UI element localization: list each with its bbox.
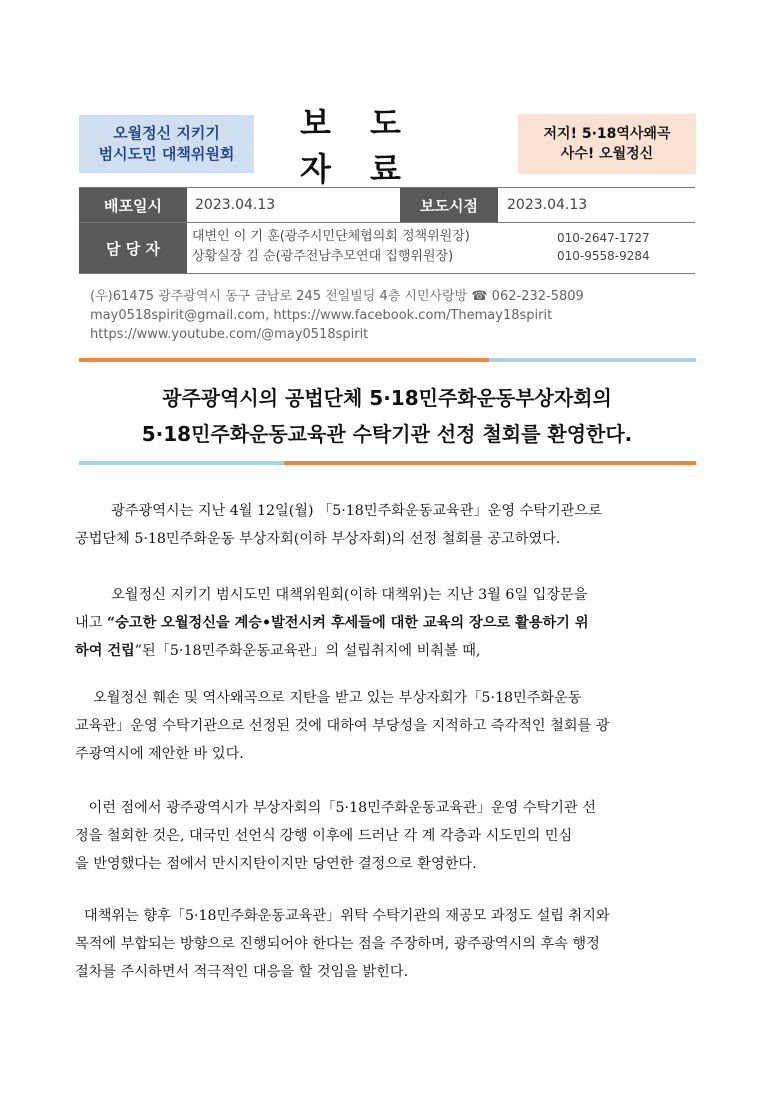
p2-line2a: 내고: [75, 615, 107, 631]
paragraph-5: [75, 902, 610, 986]
organization-box: [79, 115, 254, 173]
contact-phone-2: 010-9558-9284: [557, 249, 650, 263]
org-name-line1: 오월정신 지키기: [113, 124, 220, 142]
paragraph-3: [75, 684, 609, 768]
bottom-bar-blue: [79, 461, 284, 465]
p2-quote-part1: “숭고한 오월정신을 계승•발전시켜 후세들에 대한 교육의 장으로 활용하기 위: [106, 615, 589, 631]
address-block: [90, 287, 710, 344]
top-bar-blue: [489, 358, 696, 362]
p4-line1: 이런 점에서 광주광역시가 부상자회의「5·18민주화운동교육관」운영 수탁기관 선: [75, 800, 596, 816]
report-time-value: 2023.04.13: [507, 197, 588, 213]
youtube-line: https://www.youtube.com/@may0518spirit: [90, 327, 369, 342]
contact-names: [192, 227, 470, 267]
contact-phone-1: 010-2647-1727: [557, 231, 650, 245]
paragraph-2: [75, 581, 589, 665]
contact-spokesperson: 대변인 이 기 훈(광주시민단체협의회 정책위원장): [192, 229, 470, 244]
p1-line1: 광주광역시는 지난 4월 12일(월) 「5·18민주화운동교육관」운영 수탁기관으로: [75, 503, 602, 519]
email-facebook-line: may0518spirit@gmail.com, https://www.facebook.com/Themay18spirit: [90, 308, 553, 323]
contact-situation-chief: 상황실장 김 순(광주전남추모연대 집행위원장): [192, 249, 454, 264]
p4-line3: 을 반영했다는 점에서 만시지탄이지만 당연한 결정으로 환영한다.: [75, 856, 477, 872]
p5-line3: 절차를 주시하면서 적극적인 대응을 할 것임을 밝힌다.: [75, 964, 409, 980]
paragraph-4: [75, 794, 596, 878]
contact-phones: [557, 229, 650, 265]
paragraph-1: [75, 497, 602, 553]
p3-line3: 주광역시에 제안한 바 있다.: [75, 746, 244, 762]
p1-line2: 공법단체 5·18민주화운동 부상자회(이하 부상자회)의 선정 철회를 공고하였다.: [75, 531, 561, 547]
address-line: (우)61475 광주광역시 동구 금남로 245 전일빌딩 4층 시민사랑방 ☎ 062-232-5809: [90, 289, 584, 304]
p3-line2: 교육관」운영 수탁기관으로 선정된 것에 대하여 부당성을 지적하고 즉각적인 철회를 광: [75, 718, 610, 734]
contact-label: 담 당 자: [79, 223, 187, 273]
p2-quote-part2: 하여 건립: [75, 643, 135, 659]
p3-line1: 오월정신 훼손 및 역사왜곡으로 지탄을 받고 있는 부상자회가「5·18민주화운동: [75, 690, 582, 706]
info-table: [79, 187, 695, 274]
p4-line2: 정을 철회한 것은, 대국민 선언식 강행 이후에 드러난 각 계 각층과 시도민의 민심: [75, 828, 573, 844]
slogan-line2: 사수! 오월정신: [560, 146, 654, 162]
top-bar-orange: [79, 358, 489, 362]
p2-line1: 오월정신 지키기 범시도민 대책위원회(이하 대책위)는 지난 3월 6일 입장문을: [75, 587, 588, 603]
headline-line2: 5·18민주화운동교육관 수탁기관 선정 철회를 환영한다.: [141, 422, 633, 446]
page-title: 보 도 자 료: [300, 104, 415, 188]
release-date-value: 2023.04.13: [195, 197, 276, 213]
release-date-label: 배포일시: [79, 188, 187, 222]
p5-line1: 대책위는 향후「5·18민주화운동교육관」위탁 수탁기관의 재공모 과정도 설립 취지와: [75, 908, 610, 924]
headline: [79, 380, 695, 452]
contact-row: [79, 223, 695, 274]
date-row: [79, 187, 695, 223]
headline-line1: 광주광역시의 공법단체 5·18민주화운동부상자회의: [162, 386, 612, 410]
slogan-box: [518, 114, 696, 174]
slogan-line1: 저지! 5·18역사왜곡: [543, 126, 671, 142]
bottom-bar-orange: [284, 461, 696, 465]
p5-line2: 목적에 부합되는 방향으로 진행되어야 한다는 점을 주장하며, 광주광역시의 후속 행정: [75, 936, 600, 952]
org-name-line2: 범시도민 대책위원회: [98, 145, 235, 163]
report-time-label: 보도시점: [400, 188, 498, 222]
p2-line3b: ”된「5·18민주화운동교육관」의 설립취지에 비춰볼 때,: [134, 643, 481, 659]
